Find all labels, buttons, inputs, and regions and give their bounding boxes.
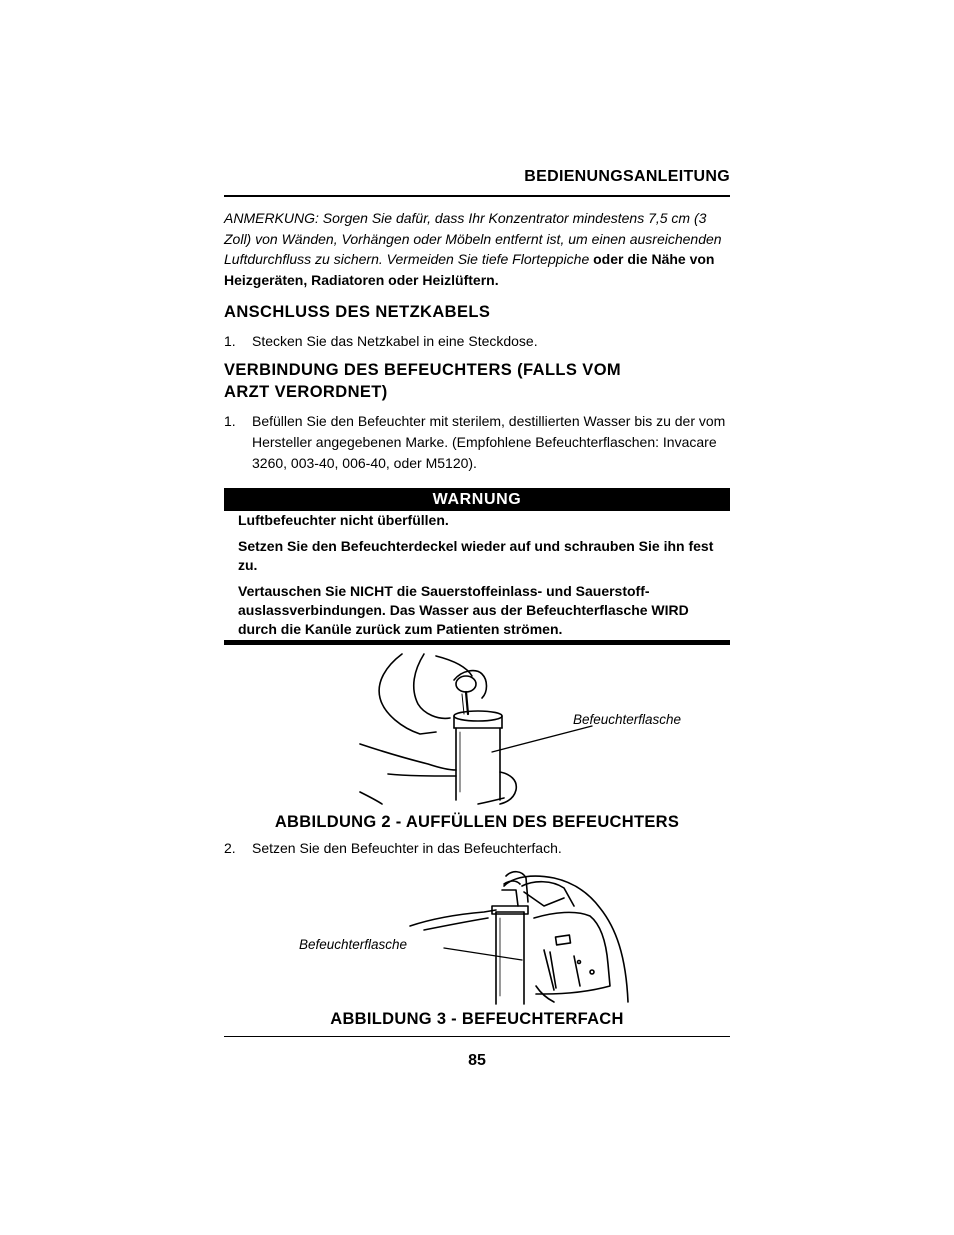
page-number: 85 bbox=[468, 1052, 486, 1069]
list-item bbox=[224, 411, 730, 474]
warning-text: Vertauschen Sie NICHT die Sauerstoffeinlass- und Sauerstoff-auslassverbindungen. Das Wasser aus der Befeuchterflasche WIRD durch die Kanüle zurück zum Patienten strömen. bbox=[238, 583, 689, 637]
list-text: Setzen Sie den Befeuchter in das Befeuchterfach. bbox=[252, 840, 562, 856]
list-item bbox=[224, 331, 730, 352]
footer-rule bbox=[224, 1036, 730, 1037]
humidifier-compartment-illustration bbox=[404, 866, 644, 1008]
note-bold-text: oder die Nähe von Heizgeräten, Radiatoren oder Heizlüftern. bbox=[224, 251, 715, 288]
list-number: 1. bbox=[224, 413, 236, 429]
list-text: Befüllen Sie den Befeuchter mit sterilem, destillierten Wasser bis zu der vom Hersteller angegebenen Marke. (Empfohlene Befeuchterflaschen: Invacare 3260, 003-40, 006-40, oder M5120). bbox=[252, 413, 726, 471]
list-item bbox=[224, 838, 730, 859]
list-number: 2. bbox=[224, 840, 236, 856]
section-title-line: VERBINDUNG DES BEFEUCHTERS (FALLS VOM bbox=[224, 361, 622, 379]
figure-label: Befeuchterflasche bbox=[299, 937, 408, 952]
figure-caption: ABBILDUNG 3 - BEFEUCHTERFACH bbox=[330, 1010, 624, 1028]
note-paragraph bbox=[224, 208, 730, 290]
list-number: 1. bbox=[224, 333, 236, 349]
warning-text: Setzen Sie den Befeuchterdeckel wieder auf und schrauben Sie ihn fest zu. bbox=[238, 538, 714, 573]
figure-caption: ABBILDUNG 2 - AUFFÜLLEN DES BEFEUCHTERS bbox=[274, 813, 680, 831]
section-title-humidifier bbox=[224, 359, 621, 403]
section-title-power-cord: ANSCHLUSS DES NETZKABELS bbox=[224, 303, 491, 321]
list-text: Stecken Sie das Netzkabel in eine Steckdose. bbox=[252, 333, 538, 349]
figure-label: Befeuchterflasche bbox=[573, 712, 682, 727]
page-header: BEDIENUNGSANLEITUNG bbox=[524, 168, 730, 185]
warning-bottom-rule bbox=[224, 640, 730, 645]
warning-banner: WARNUNG bbox=[224, 488, 730, 511]
header-rule bbox=[224, 195, 730, 197]
note-italic-text: ANMERKUNG: Sorgen Sie dafür, dass Ihr Konzentrator mindestens 7,5 cm (3 Zoll) von Wänden, Vorhängen oder Möbeln entfernt ist, um einen ausreichenden Luftdurchfluss zu sichern. Vermeiden Sie tiefe Florteppiche bbox=[224, 210, 722, 267]
section-title-line: ARZT VERORDNET) bbox=[224, 383, 388, 401]
humidifier-filling-illustration bbox=[358, 652, 658, 808]
warning-text: Luftbefeuchter nicht überfüllen. bbox=[238, 512, 449, 528]
